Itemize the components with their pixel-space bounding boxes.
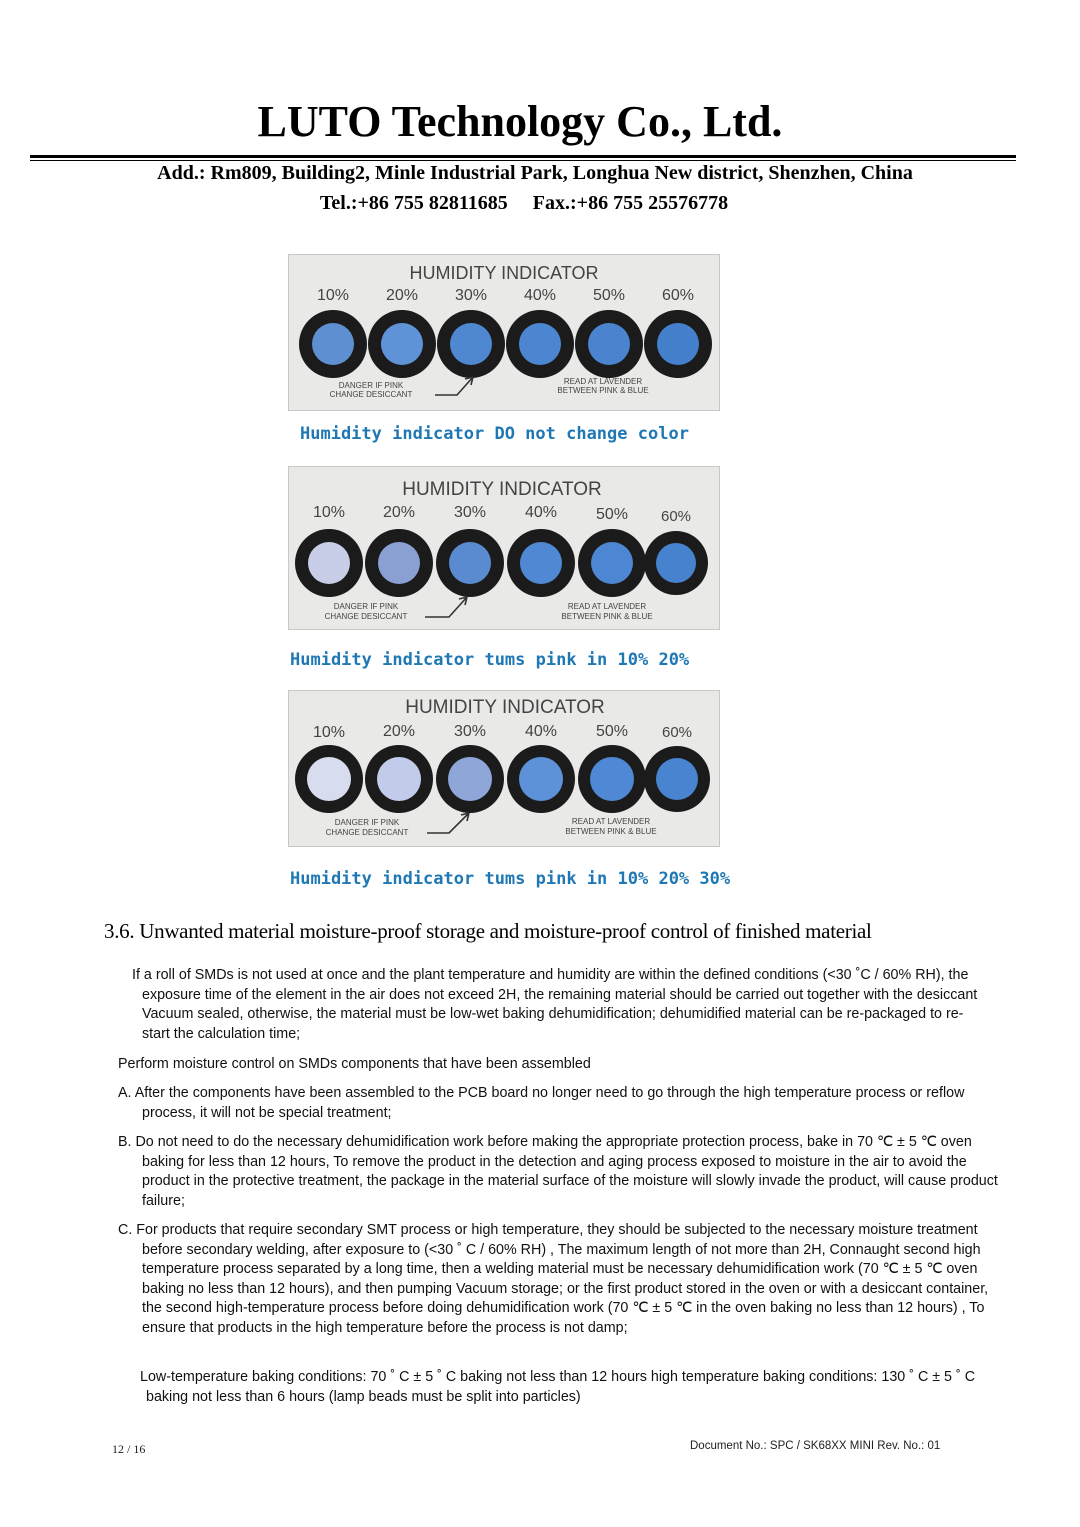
item-b-text: B. Do not need to do the necessary dehumidification work before making the appropriate protection process, bake in 70 ℃ ± 5 ℃ oven baking for less than 12 hours, To remove the product in the detection and aging process exposed to moisture in the air to avoid the product in the protective treatment, the package in the material surface of the moisture will slowly invade the product, will cause product failure; bbox=[118, 1134, 998, 1209]
caption-card-2: Humidity indicator tums pink in 10% 20% bbox=[290, 650, 690, 670]
percent-label-30: 30% bbox=[453, 504, 487, 521]
item-c-text: C. For products that require secondary SMT process or high temperature, they should be subjected to the necessary moisture treatment before secondary welding, after exposure to (<30 ˚ C / 60% RH) , The maximum length of not more than 2H, Connaught second high temperature process separated by a long time, then a welding material must be necessary dehumidification work (70 ℃ ± 5 ℃ oven baking no less than 12 hours), and then pumping Vacuum storage; or the first product stored in the oven or with a desiccant container, the second high-temperature process before doing dehumidification work (70 ℃ ± 5 ℃ in the oven baking no less than 12 hours) , To ensure that products in the high temperature before the process is not damp; bbox=[118, 1222, 989, 1336]
indicator-spot-60 bbox=[656, 543, 696, 583]
read-label-line1: READ AT LAVENDER bbox=[563, 377, 643, 386]
humidity-indicator-card-3 bbox=[288, 690, 720, 847]
percent-label-50: 50% bbox=[592, 287, 626, 304]
arrow-icon bbox=[425, 597, 467, 617]
percent-label-60: 60% bbox=[661, 724, 693, 741]
indicator-spot-20 bbox=[377, 757, 421, 801]
indicator-spot-40 bbox=[519, 323, 561, 365]
intro-paragraph bbox=[132, 966, 982, 1044]
indicator-spot-10 bbox=[312, 323, 354, 365]
percent-label-30: 30% bbox=[454, 287, 488, 304]
percent-label-10: 10% bbox=[312, 724, 346, 741]
percent-labels bbox=[317, 287, 694, 304]
indicator-spot-40 bbox=[519, 757, 563, 801]
company-tel-fax: Tel.:+86 755 82811685 Fax.:+86 755 25576778 bbox=[319, 192, 729, 214]
indicator-spot-30 bbox=[448, 757, 492, 801]
percent-label-60: 60% bbox=[660, 508, 692, 525]
humidity-indicator-card-1 bbox=[288, 254, 720, 411]
indicator-spot-40 bbox=[520, 542, 562, 584]
danger-label-line1: DANGER IF PINK bbox=[333, 602, 399, 611]
indicator-spots bbox=[299, 310, 712, 378]
percent-label-20: 20% bbox=[385, 287, 419, 304]
percent-label-10: 10% bbox=[316, 287, 350, 304]
section-heading: 3.6. Unwanted material moisture-proof storage and moisture-proof control of finished material bbox=[104, 919, 872, 943]
indicator-spot-10 bbox=[307, 757, 351, 801]
humidity-indicator-card-2 bbox=[288, 466, 720, 630]
item-a-text: A. After the components have been assembled to the PCB board no longer need to go through the high temperature process or reflow process, it will not be special treatment; bbox=[118, 1085, 965, 1121]
caption-card-1: Humidity indicator DO not change color bbox=[300, 424, 689, 444]
indicator-spot-60 bbox=[657, 323, 699, 365]
read-label-line2: BETWEEN PINK & BLUE bbox=[565, 827, 657, 836]
indicator-spot-30 bbox=[449, 542, 491, 584]
indicator-title: HUMIDITY INDICATOR bbox=[402, 479, 602, 500]
percent-label-40: 40% bbox=[523, 287, 557, 304]
item-c-paragraph bbox=[118, 1221, 1008, 1339]
indicator-title: HUMIDITY INDICATOR bbox=[409, 263, 599, 283]
percent-label-40: 40% bbox=[524, 723, 558, 740]
perform-paragraph: Perform moisture control on SMDs components that have been assembled bbox=[118, 1056, 591, 1072]
percent-label-60: 60% bbox=[661, 287, 695, 304]
indicator-spot-50 bbox=[591, 542, 633, 584]
read-label-line2: BETWEEN PINK & BLUE bbox=[561, 612, 653, 621]
percent-label-50: 50% bbox=[595, 723, 629, 740]
humidity-indicator-figure bbox=[289, 255, 719, 410]
danger-label-line2: CHANGE DESICCANT bbox=[324, 612, 408, 621]
item-b-paragraph bbox=[118, 1133, 998, 1211]
caption-card-3: Humidity indicator tums pink in 10% 20% 30% bbox=[290, 869, 731, 889]
document-number: Document No.: SPC / SK68XX MINI Rev. No.: 01 bbox=[690, 1440, 941, 1452]
arrow-icon bbox=[435, 377, 473, 395]
percent-label-20: 20% bbox=[382, 723, 416, 740]
danger-label-line1: DANGER IF PINK bbox=[338, 381, 404, 390]
company-address: Add.: Rm809, Building2, Minle Industrial Park, Longhua New district, Shenzhen, China bbox=[157, 162, 913, 184]
read-label-line1: READ AT LAVENDER bbox=[571, 817, 651, 826]
baking-conditions-paragraph bbox=[140, 1368, 1000, 1407]
danger-label-line2: CHANGE DESICCANT bbox=[329, 390, 413, 399]
read-label-line1: READ AT LAVENDER bbox=[567, 602, 647, 611]
danger-label-line2: CHANGE DESICCANT bbox=[325, 828, 409, 837]
header-rule-thick bbox=[30, 155, 1016, 158]
item-a-paragraph bbox=[118, 1084, 998, 1123]
percent-label-50: 50% bbox=[595, 506, 629, 523]
percent-label-40: 40% bbox=[524, 504, 558, 521]
indicator-spot-50 bbox=[588, 323, 630, 365]
indicator-spot-20 bbox=[381, 323, 423, 365]
indicator-spot-60 bbox=[656, 758, 698, 800]
percent-label-10: 10% bbox=[312, 504, 346, 521]
indicator-spot-30 bbox=[450, 323, 492, 365]
indicator-spot-10 bbox=[308, 542, 350, 584]
indicator-spot-50 bbox=[590, 757, 634, 801]
indicator-spots bbox=[295, 745, 710, 813]
danger-label-line1: DANGER IF PINK bbox=[334, 818, 400, 827]
humidity-indicator-figure bbox=[289, 467, 719, 629]
page-number: 12 / 16 bbox=[112, 1442, 146, 1456]
baking-conditions-text: Low-temperature baking conditions: 70 ˚ C ± 5 ˚ C baking not less than 12 hours high temperature baking conditions: 130 ˚ C ± 5 ˚ C baking not less than 6 hours (lamp beads must be split into particles) bbox=[140, 1369, 976, 1405]
company-name: LUTO Technology Co., Ltd. bbox=[257, 97, 783, 146]
header-rule-thin bbox=[30, 160, 1016, 161]
humidity-indicator-figure bbox=[289, 691, 719, 846]
arrow-icon bbox=[427, 813, 469, 833]
read-label-line2: BETWEEN PINK & BLUE bbox=[557, 386, 649, 395]
percent-label-30: 30% bbox=[453, 723, 487, 740]
indicator-spot-20 bbox=[378, 542, 420, 584]
intro-text: If a roll of SMDs is not used at once and the plant temperature and humidity are within the defined conditions (<30 ˚C / 60% RH), the exposure time of the element in the air does not exceed 2H, the remaining material should be carried out together with the desiccant Vacuum sealed, otherwise, the material must be low-wet baking dehumidification; dehumidified material can be re-packaged to re-start the calculation time; bbox=[132, 967, 978, 1042]
percent-label-20: 20% bbox=[382, 504, 416, 521]
indicator-title: HUMIDITY INDICATOR bbox=[405, 697, 605, 718]
indicator-spots bbox=[295, 529, 708, 597]
